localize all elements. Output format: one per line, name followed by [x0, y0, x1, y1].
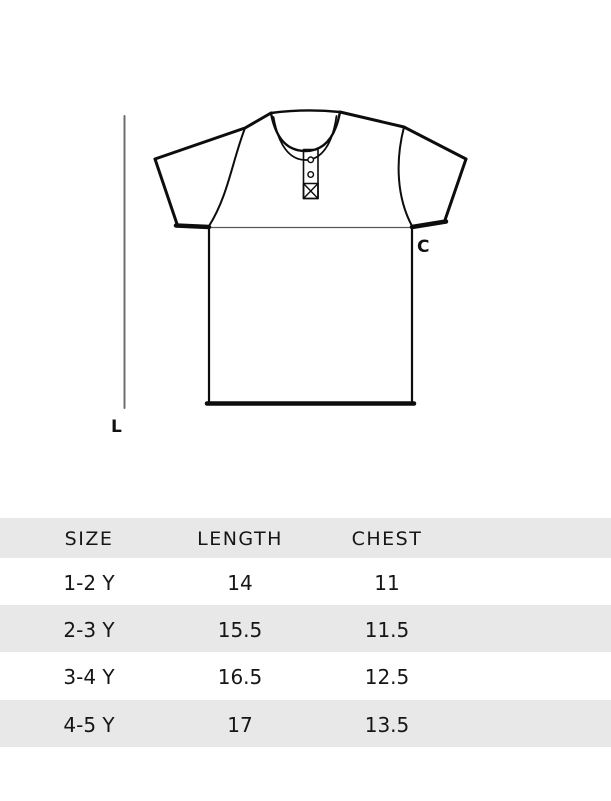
tshirt-body — [207, 226, 414, 404]
row-chest: 11.5 — [364, 617, 410, 642]
row-spacer — [472, 581, 611, 583]
header-chest: CHEST — [351, 527, 423, 550]
header-length: LENGTH — [197, 527, 283, 550]
row-spacer — [472, 675, 611, 677]
header-spacer — [472, 537, 611, 539]
table-row — [0, 700, 611, 747]
chest-label: C — [417, 237, 430, 257]
row-size: 3-4 Y — [63, 665, 115, 689]
row-size: 1-2 Y — [63, 570, 115, 595]
table-row — [0, 605, 611, 652]
row-length: 14 — [227, 570, 253, 595]
table-row — [0, 652, 611, 700]
row-size: 2-3 Y — [63, 617, 115, 642]
header-size: SIZE — [64, 527, 114, 550]
row-length: 15.5 — [217, 617, 263, 642]
row-chest: 11 — [374, 570, 400, 595]
row-length: 17 — [227, 712, 253, 737]
back-neck-line — [271, 110, 340, 113]
row-size: 4-5 Y — [63, 712, 115, 737]
row-chest: 12.5 — [364, 665, 410, 689]
table-row — [0, 558, 611, 605]
row-length: 16.5 — [217, 665, 263, 689]
length-label: L — [111, 417, 123, 437]
size-chart-table — [0, 518, 611, 747]
row-spacer — [472, 628, 611, 630]
size-chart-header-row — [0, 518, 611, 558]
row-chest: 13.5 — [364, 712, 410, 737]
row-spacer — [472, 723, 611, 725]
